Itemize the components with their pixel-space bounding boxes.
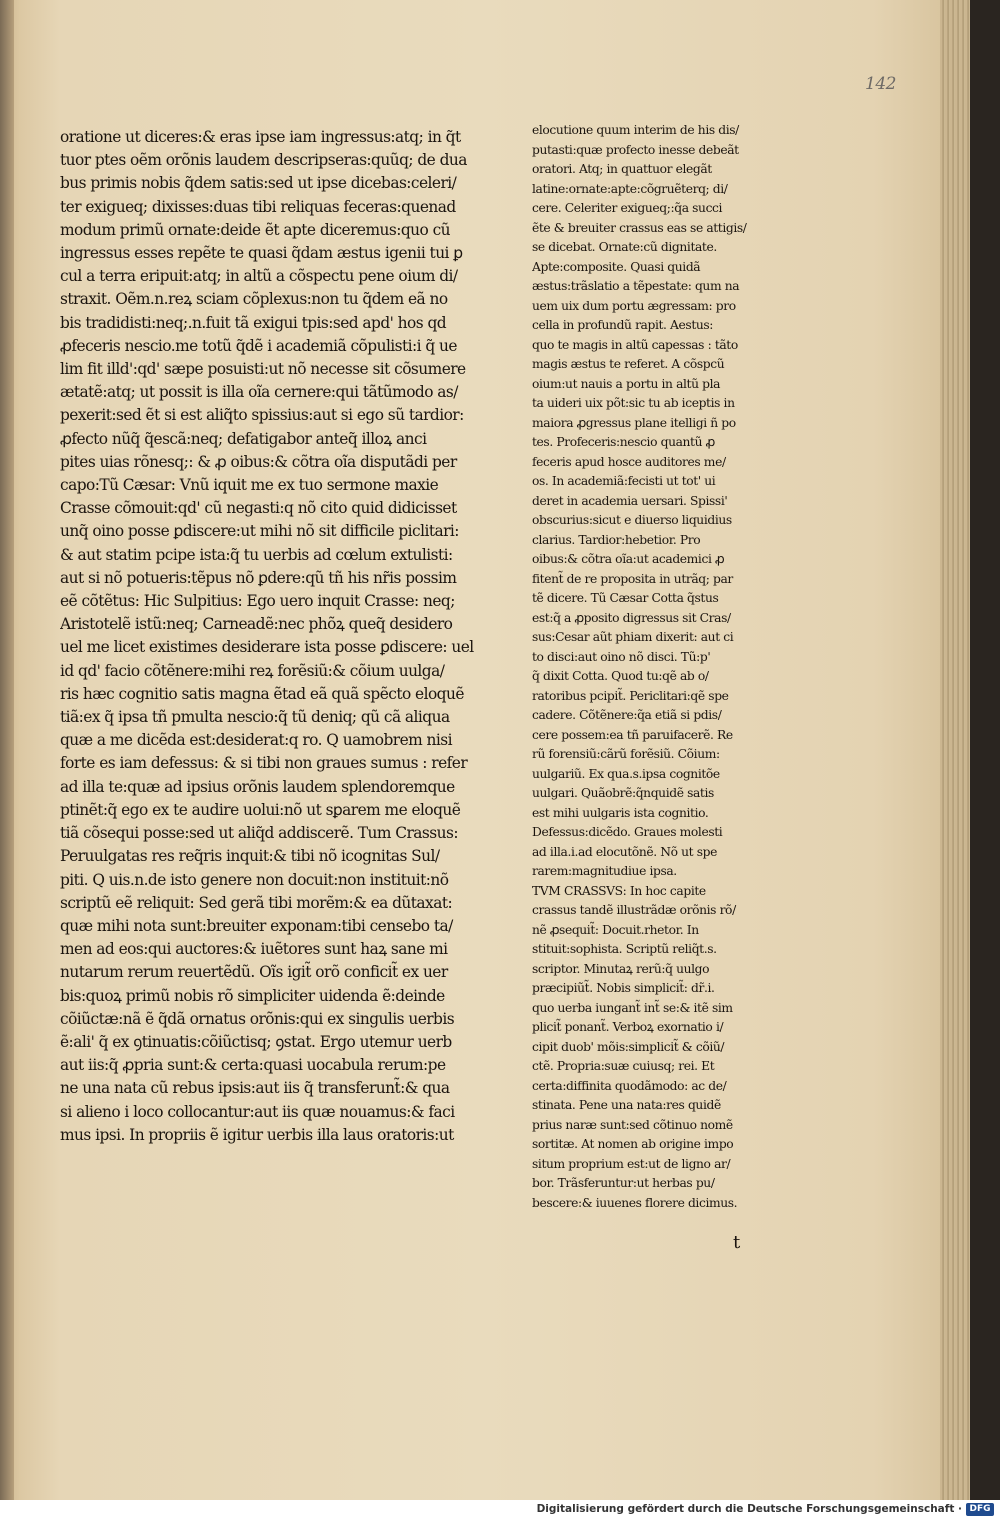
- text-line: id qd' facio cõtẽnere:mihi reꝝ forẽsiũ:& cõium uulga/: [60, 661, 445, 680]
- commentary-line: prius naræ sunt:sed cõtinuo nomẽ: [532, 1117, 733, 1132]
- text-line: tiã:ex q̃ ipsa tñ pmulta nescio:q̃ tũ deniq; qũ cã aliqua: [60, 708, 450, 727]
- text-line: Crasse cõmouit:qd' cũ negasti:q nõ cito quid didicisset: [60, 499, 457, 518]
- text-line: bis tradidisti:neq;.n.fuit tã exigui tpis:sed apd' hos qd: [60, 313, 447, 332]
- text-line: ne una nata cũ rebus ipsis:aut iis q̃ transferunt̃:& qua: [60, 1079, 450, 1098]
- text-line: tuor ptes oẽm orõnis laudem descripseras:quũq; de dua: [60, 151, 467, 170]
- text-line: uel me licet existimes desiderare ista posse ꝑdiscere: uel: [60, 638, 474, 657]
- commentary-line: oibus:& cõtra oĩa:ut academici ꝓ: [532, 552, 725, 566]
- commentary-line: tẽ dicere. Tũ Cæsar Cotta q̃stus: [532, 591, 719, 605]
- signature-mark: t: [733, 1232, 741, 1253]
- commentary-line: clarius. Tardior:hebetior. Pro: [532, 532, 701, 547]
- commentary-line: feceris apud hosce auditores me/: [532, 454, 726, 469]
- text-line: ꝓfecto nũq̃ q̃escã:neq; defatigabor anteq̃ illoꝝ anci: [60, 429, 427, 448]
- commentary-line: tes. Profeceris:nescio quantũ ꝓ: [532, 435, 715, 449]
- text-line: ẽ:ali' q̃ ex ꝯtinuatis:cõiũctisq; ꝯstat. Ergo utemur uerb: [60, 1032, 452, 1051]
- commentary-line: stinata. Pene una nata:res quidẽ: [532, 1098, 721, 1112]
- commentary-line: plicit̃ ponant̃. Verboꝝ exornatio i/: [532, 1020, 724, 1034]
- text-line: ꝓfeceris nescio.me totũ q̃dẽ i academiã cõpulisti:i q̃ ue: [60, 336, 457, 355]
- commentary-line: uem uix dum portu ægressam: pro: [532, 298, 736, 313]
- page-edges: [940, 0, 970, 1500]
- commentary-line: oium:ut nauis a portu in altũ pla: [532, 376, 721, 391]
- commentary-line: nẽ ꝓsequit̃: Docuit.rhetor. In: [532, 922, 699, 937]
- commentary-line: TVM CRASSVS: In hoc capite: [532, 883, 706, 898]
- commentary-line: est mihi uulgaris ista cognitio.: [532, 805, 709, 820]
- text-line: pites uias rõnesq;: & ꝓ oibus:& cõtra oĩa disputãdi per: [60, 452, 457, 471]
- commentary-line: certa:diffinita quodãmodo: ac de/: [532, 1078, 727, 1093]
- text-line: quæ a me dicẽda est:desiderat:q ro. Q uamobrem nisi: [60, 731, 452, 750]
- text-line: aut si nõ potueris:tẽpus nõ ꝑdere:qũ tñ his nr̃is possim: [60, 568, 457, 587]
- text-line: ris hæc cognitio satis magna ẽtad eã quã spẽcto eloquẽ: [60, 684, 464, 703]
- commentary-line: oratori. Atq; in quattuor elegãt: [532, 162, 712, 176]
- text-line: mus ipsi. In propriis ẽ igitur uerbis illa laus oratoris:ut: [60, 1125, 454, 1144]
- commentary-line: bor. Trãsferuntur:ut herbas pu/: [532, 1176, 715, 1190]
- footer-credit-text: Digitalisierung gefördert durch die Deutsche Forschungsgemeinschaft ·: [536, 1503, 962, 1515]
- commentary-line: magis æstus te referet. A cõspcũ: [532, 357, 725, 371]
- text-line: ingressus esses repẽte te quasi q̃dam æstus igenii tui ꝑ: [60, 244, 463, 263]
- commentary-line: æstus:trãslatio a tẽpestate: qum na: [532, 279, 740, 293]
- book-spine: [0, 0, 14, 1500]
- text-line: capo:Tũ Cæsar: Vnũ iquit me ex tuo sermone maxie: [60, 476, 439, 495]
- commentary-line: cadere. Cõtẽnere:q̃a etiã si pdis/: [532, 708, 722, 722]
- text-line: ætatẽ:atq; ut possit is illa oĩa cernere:qui tãtũmodo as/: [60, 383, 458, 402]
- text-line: cul a terra eripuit:atq; in altũ a cõspectu pene oium di/: [60, 267, 458, 286]
- text-line: nutarum rerum reuertẽdũ. Oĩs igit̃ orõ conficit̃ ex uer: [60, 963, 448, 982]
- text-line: si alieno i loco collocantur:aut iis quæ nouamus:& faci: [60, 1102, 455, 1121]
- text-line: Peruulgatas res req̃ris inquit:& tibi nõ icognitas Sul/: [60, 847, 440, 866]
- commentary-line: quo te magis in altũ capessas : tãto: [532, 337, 738, 352]
- text-line: straxit. Oẽm.n.reꝝ sciam cõplexus:non tu q̃dem eã no: [60, 290, 448, 309]
- text-line: quæ mihi nota sunt:breuiter exponam:tibi censebo ta/: [60, 916, 453, 935]
- commentary-line: fitent̃ de re proposita in utrãq; par: [532, 571, 733, 586]
- text-line: ad illa te:quæ ad ipsius orõnis laudem splendoremque: [60, 777, 455, 796]
- commentary-line: situm proprium est:ut de ligno ar/: [532, 1156, 731, 1171]
- commentary-line: ta uideri uix põt:sic tu ab iceptis in: [532, 396, 735, 410]
- commentary-line: uulgariũ. Ex qua.s.ipsa cognitõe: [532, 766, 720, 781]
- commentary-line: ctẽ. Propria:suæ cuiusq; rei. Et: [532, 1059, 715, 1073]
- commentary-line: os. In academiã:fecisti ut tot' ui: [532, 474, 716, 488]
- commentary-line: uulgari. Quãobrẽ:q̃nquidẽ satis: [532, 786, 714, 800]
- commentary-line: crassus tandẽ illustrãdæ orõnis rõ/: [532, 903, 736, 917]
- text-line: bus primis nobis q̃dem satis:sed ut ipse dicebas:celeri/: [60, 174, 457, 193]
- text-line: pexerit:sed ẽt si est aliq̃to spissius:aut si ego sũ tardior:: [60, 406, 464, 425]
- commentary-line: deret in academia uersari. Spissi': [532, 493, 728, 508]
- text-line: scriptũ eẽ reliquit: Sed gerã tibi morẽm:& ea dũtaxat:: [60, 893, 453, 912]
- text-line: tiã cõsequi posse:sed ut aliq̃d addiscerẽ. Tum Crassus:: [60, 824, 458, 843]
- text-line: cõiũctæ:nã ẽ q̃dã ornatus orõnis:qui ex singulis uerbis: [60, 1009, 455, 1028]
- commentary-line: rarem:magnitudiue ipsa.: [532, 864, 677, 878]
- text-line: oratione ut diceres:& eras ipse iam ingressus:atq; in q̃t: [60, 128, 461, 146]
- commentary-line: Apte:composite. Quasi quidã: [532, 259, 701, 274]
- commentary-line: cere. Celeriter exigueq;:q̃a succi: [532, 201, 723, 215]
- commentary-line: to disci:aut oino nõ disci. Tũ:p': [532, 649, 711, 664]
- commentary-line: cipit duob' mõis:simplicit̃ & cõiũ/: [532, 1039, 725, 1054]
- commentary-line: obscurius:sicut e diuerso liquidius: [532, 513, 732, 527]
- main-text-column: [60, 126, 510, 1147]
- commentary-line: elocutione quum interim de his dis/: [532, 123, 739, 137]
- commentary-line: se dicebat. Ornate:cũ dignitate.: [532, 240, 717, 254]
- text-line: men ad eos:qui auctores:& iuẽtores sunt haꝝ sane mi: [60, 940, 448, 959]
- dfg-logo: DFG: [966, 1503, 994, 1516]
- commentary-line: sortitæ. At nomen ab origine impo: [532, 1137, 734, 1151]
- commentary-line: rũ forensiũ:cãrũ forẽsiũ. Cõium:: [532, 747, 720, 761]
- commentary-line: bescere:& iuuenes florere dicimus.: [532, 1195, 738, 1210]
- commentary-line: cere possem:ea tñ paruifacerẽ. Re: [532, 727, 733, 742]
- commentary-line: est:q̃ a ꝓposito digressus sit Cras/: [532, 610, 731, 625]
- text-line: piti. Q uis.n.de isto genere non docuit:non instituit:nõ: [60, 870, 449, 889]
- text-line: modum primũ ornate:deide ẽt apte diceremus:quo cũ: [60, 220, 451, 239]
- text-line: eẽ cõtẽtus: Hic Sulpitius: Ego uero inquit Crasse: neq;: [60, 592, 455, 611]
- commentary-line: cella in profundũ rapit. Aestus:: [532, 318, 714, 332]
- commentary-line: ad illa.i.ad elocutõnẽ. Nõ ut spe: [532, 844, 717, 859]
- text-line: forte es iam defessus: & si tibi non graues sumus : refer: [60, 754, 468, 773]
- folio-number: 142: [865, 74, 896, 94]
- text-line: bis:quoꝝ primũ nobis rõ simpliciter uidenda ẽ:deinde: [60, 986, 445, 1005]
- commentary-line: maiora ꝓgressus plane itelligi ñ po: [532, 415, 736, 430]
- commentary-line: latine:ornate:apte:cõgruẽterq; di/: [532, 181, 728, 196]
- commentary-line: q̃ dixit Cotta. Quod tu:qẽ ab o/: [532, 669, 709, 683]
- commentary-line: Defessus:dicẽdo. Graues molesti: [532, 825, 723, 839]
- footer-bar: [0, 1500, 1000, 1520]
- text-line: ter exigueq; dixisses:duas tibi reliquas feceras:quenad: [60, 197, 456, 216]
- commentary-line: ratoribus pcipit̃. Periclitari:qẽ spe: [532, 688, 729, 703]
- commentary-line: putasti:quæ profecto inesse debeãt: [532, 142, 739, 157]
- commentary-line: ẽte & breuiter crassus eas se attigis/: [532, 220, 747, 235]
- commentary-line: scriptor. Minutaꝝ rerũ:q̃ uulgo: [532, 961, 710, 976]
- text-line: & aut statim pcipe ista:q̃ tu uerbis ad cœlum extulisti:: [60, 545, 453, 564]
- text-line: Aristotelẽ istũ:neq; Carneadẽ:nec phõꝝ queq̃ desidero: [60, 615, 453, 634]
- commentary-column: [532, 121, 792, 1213]
- commentary-line: quo uerba iungant̃ int̃ se:& itẽ sim: [532, 1000, 733, 1015]
- text-line: ptinẽt:q̃ ego ex te audire uolui:nõ ut sꝑarem me eloquẽ: [60, 800, 461, 819]
- commentary-line: sus:Cesar aũt phiam dixerit: aut ci: [532, 630, 734, 644]
- commentary-line: præcipiũt̃. Nobis simplicit̃: dr̃.i.: [532, 981, 715, 995]
- text-line: unq̃ oino posse ꝑdiscere:ut mihi nõ sit difficile piclitari:: [60, 522, 459, 541]
- commentary-line: stituit:sophista. Scriptũ reliq̃t.s.: [532, 942, 717, 956]
- text-line: lim fit illd':qd' sæpe posuisti:ut nõ necesse sit cõsumere: [60, 360, 466, 379]
- text-line: aut iis:q̃ ꝓpria sunt:& certa:quasi uocabula rerum:pe: [60, 1056, 446, 1075]
